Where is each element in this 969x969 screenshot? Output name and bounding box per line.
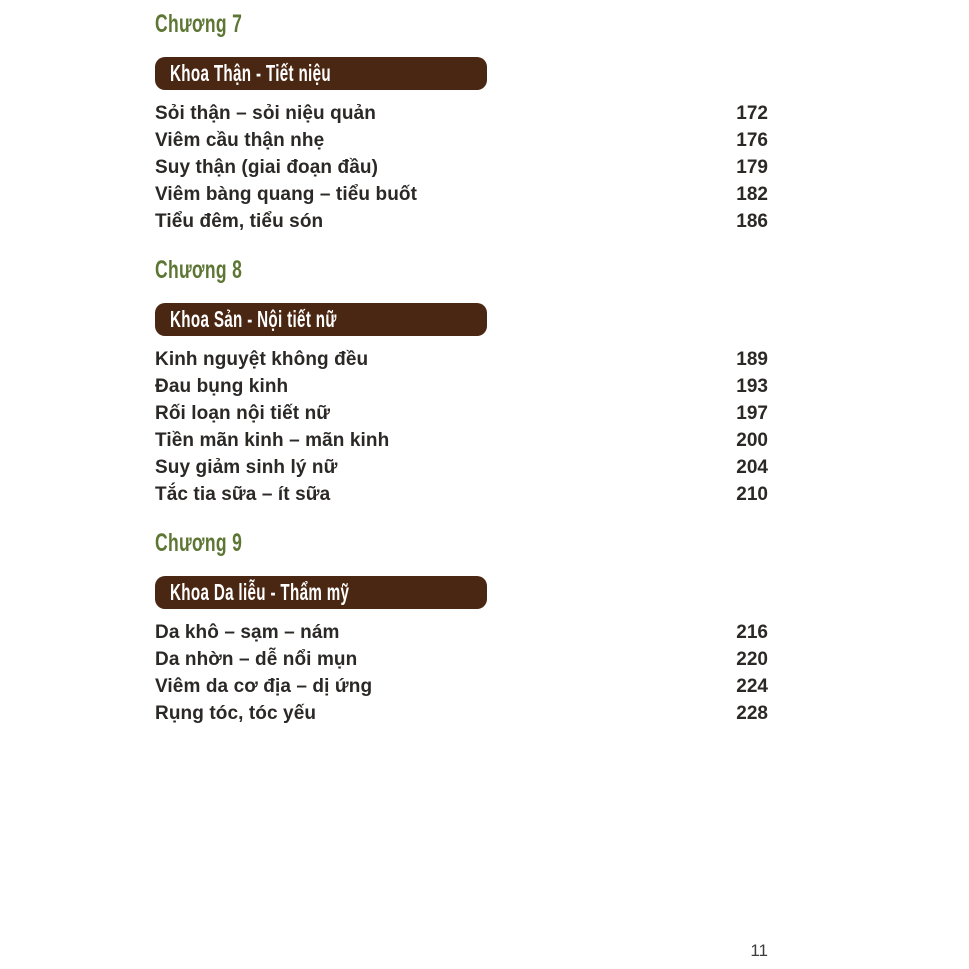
toc-entry-page: 189 bbox=[736, 348, 768, 370]
toc-entry bbox=[155, 428, 768, 455]
toc-entry-title: Tắc tia sữa – ít sữa bbox=[155, 484, 331, 506]
toc-entry bbox=[155, 373, 768, 400]
category-banner bbox=[155, 576, 487, 609]
toc-entry-title: Tiểu đêm, tiểu són bbox=[155, 211, 324, 233]
toc-entry bbox=[155, 455, 768, 482]
toc-entry bbox=[155, 346, 768, 373]
chapter-heading bbox=[155, 531, 768, 556]
toc-rows bbox=[155, 346, 768, 509]
toc-entry-title: Đau bụng kinh bbox=[155, 375, 289, 397]
toc-entry-page: 176 bbox=[736, 129, 768, 151]
toc-entry bbox=[155, 646, 768, 673]
toc-entry-page: 182 bbox=[736, 184, 768, 206]
toc-entry bbox=[155, 127, 768, 154]
toc-entry-title: Sỏi thận – sỏi niệu quản bbox=[155, 102, 376, 124]
toc-entry-page: 186 bbox=[736, 211, 768, 233]
toc-entry-title: Viêm bàng quang – tiểu buốt bbox=[155, 184, 418, 206]
toc-entry-title: Kinh nguyệt không đều bbox=[155, 348, 369, 370]
toc-entry-title: Da khô – sạm – nám bbox=[155, 621, 340, 643]
category-banner-text: Khoa Thận - Tiết niệu bbox=[170, 60, 331, 86]
toc-rows bbox=[155, 619, 768, 728]
toc-entry-page: 200 bbox=[736, 430, 768, 452]
toc-content bbox=[155, 12, 768, 728]
toc-entry-page: 220 bbox=[736, 648, 768, 670]
toc-entry-page: 204 bbox=[736, 457, 768, 479]
chapter-heading-text: Chương 9 bbox=[155, 529, 243, 558]
toc-entry bbox=[155, 701, 768, 728]
toc-section bbox=[155, 531, 768, 728]
toc-entry-page: 224 bbox=[736, 676, 768, 698]
toc-entry-title: Suy giảm sinh lý nữ bbox=[155, 457, 338, 479]
toc-entry-page: 210 bbox=[736, 484, 768, 506]
toc-entry bbox=[155, 100, 768, 127]
category-banner-text: Khoa Sản - Nội tiết nữ bbox=[170, 305, 337, 332]
toc-entry bbox=[155, 154, 768, 181]
toc-entry-page: 197 bbox=[736, 402, 768, 424]
toc-entry-title: Tiền mãn kinh – mãn kinh bbox=[155, 430, 390, 452]
page-number: 11 bbox=[750, 941, 768, 960]
toc-entry-page: 193 bbox=[736, 375, 768, 397]
chapter-heading-text: Chương 7 bbox=[155, 10, 243, 38]
toc-rows bbox=[155, 100, 768, 236]
category-banner bbox=[155, 303, 487, 336]
toc-entry-title: Viêm da cơ địa – dị ứng bbox=[155, 676, 373, 698]
category-banner-text: Khoa Da liễu - Thẩm mỹ bbox=[170, 579, 350, 606]
toc-section bbox=[155, 12, 768, 236]
toc-entry-page: 172 bbox=[736, 102, 768, 124]
toc-entry-page: 216 bbox=[736, 621, 768, 643]
toc-entry bbox=[155, 619, 768, 646]
toc-entry-page: 179 bbox=[736, 156, 768, 178]
toc-entry-title: Rối loạn nội tiết nữ bbox=[155, 402, 331, 424]
toc-entry bbox=[155, 400, 768, 427]
toc-entry-title: Rụng tóc, tóc yếu bbox=[155, 703, 317, 725]
chapter-heading-text: Chương 8 bbox=[155, 255, 243, 284]
chapter-heading bbox=[155, 12, 768, 37]
category-banner bbox=[155, 57, 487, 90]
toc-entry bbox=[155, 673, 768, 700]
toc-entry-title: Suy thận (giai đoạn đầu) bbox=[155, 156, 379, 178]
toc-entry-title: Viêm cầu thận nhẹ bbox=[155, 129, 325, 151]
toc-entry bbox=[155, 182, 768, 209]
chapter-heading bbox=[155, 255, 768, 284]
toc-entry-title: Da nhờn – dễ nổi mụn bbox=[155, 648, 358, 670]
toc-entry-page: 228 bbox=[736, 703, 768, 725]
toc-section bbox=[155, 255, 768, 509]
toc-entry bbox=[155, 209, 768, 236]
toc-entry bbox=[155, 482, 768, 509]
